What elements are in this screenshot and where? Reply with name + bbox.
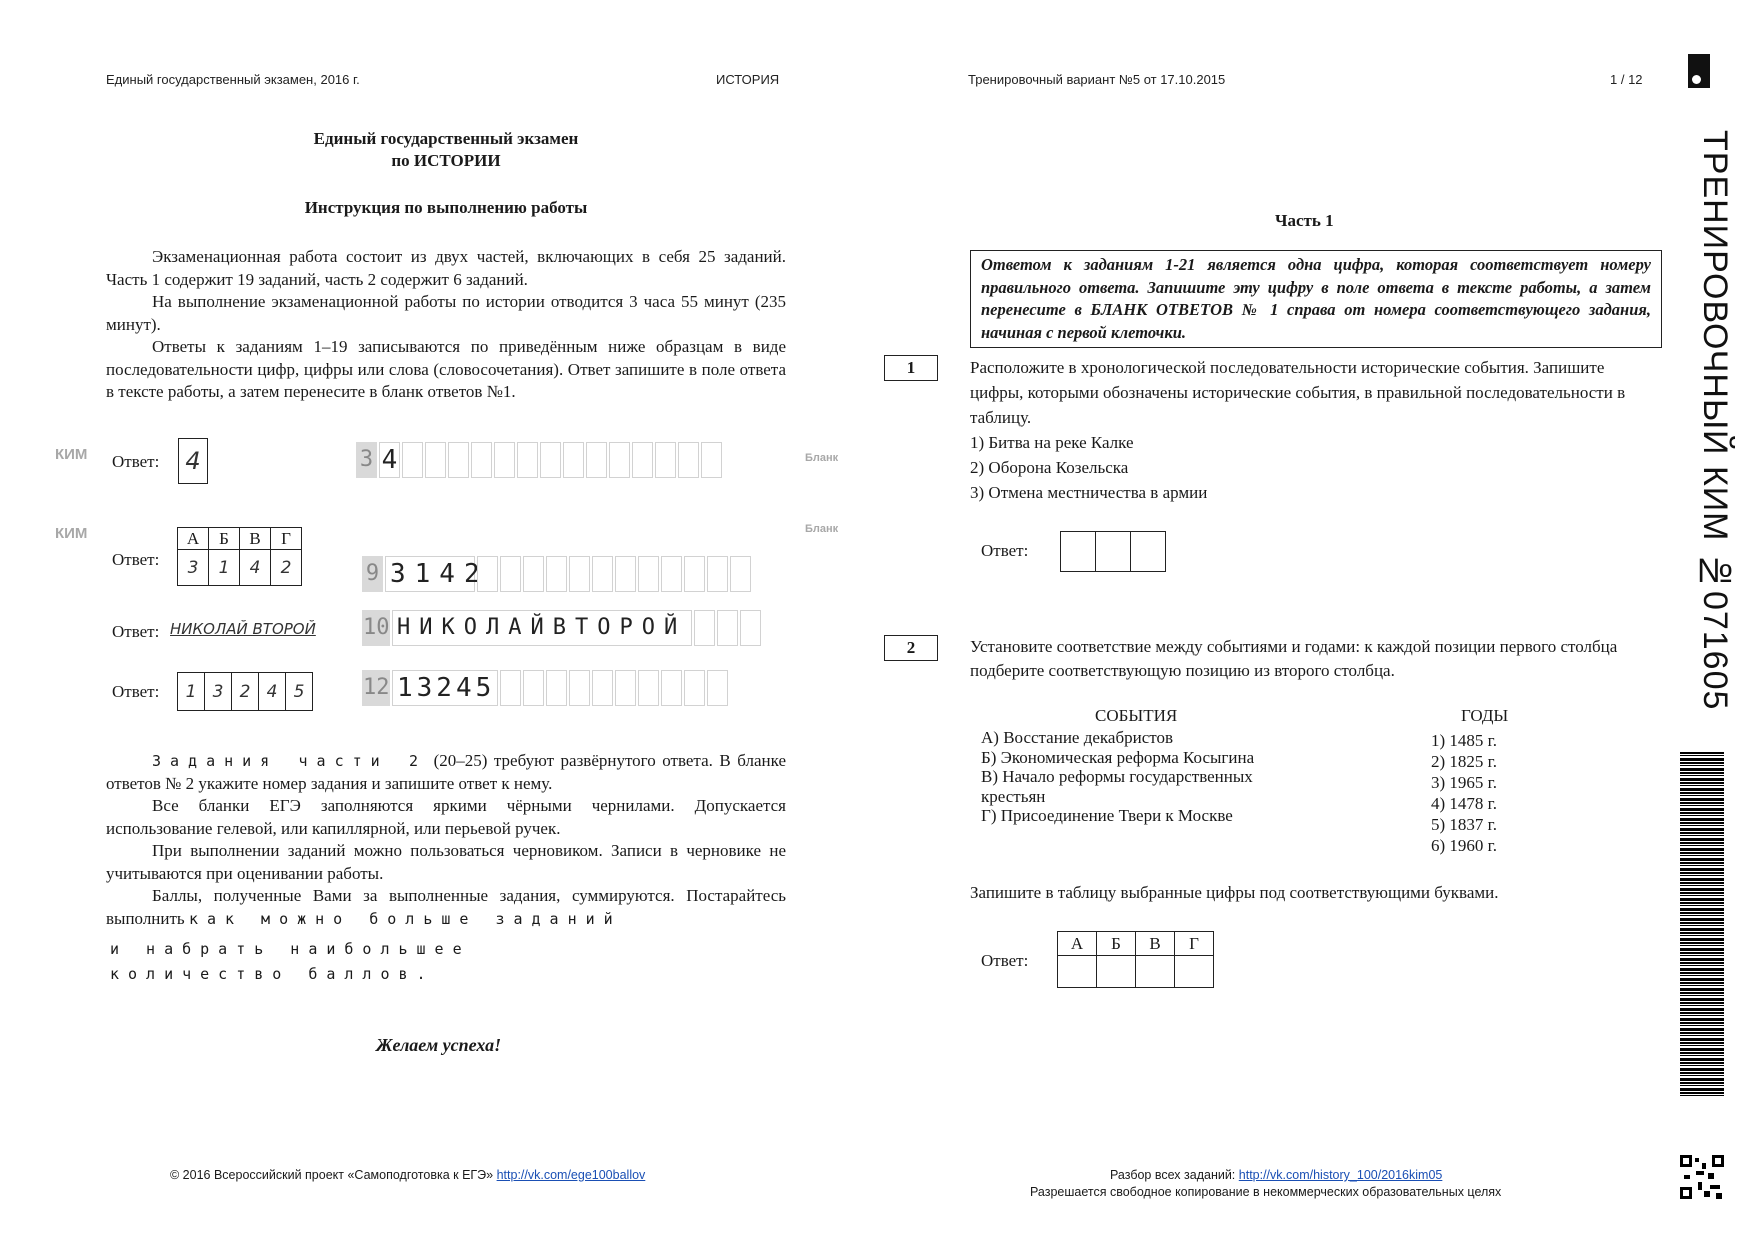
footer-copyright: © 2016 Всероссийский проект «Самоподготовка к ЕГЭ» http://vk.com/ege100ballov <box>170 1168 646 1182</box>
answer-form-strip: 9 3142 <box>362 556 753 594</box>
answer-cell[interactable] <box>1061 532 1096 572</box>
spaced-emphasis-line: количество баллов. <box>110 965 435 983</box>
events-column-title: СОБЫТИЯ <box>1095 706 1178 725</box>
kim-label: КИМ <box>55 525 88 542</box>
handwritten-word-answer: НИКОЛАЙ ВТОРОЙ <box>170 620 316 638</box>
part-title: Часть 1 <box>1275 211 1334 230</box>
blank-label: Бланк <box>805 523 839 535</box>
events-list: А) Восстание декабристов Б) Экономическая реформа Косыгина В) Начало реформы государственных крестьян Г) Присоединение Твери к Москве <box>981 728 1255 825</box>
example-letter-table: А Б В Г 3 1 4 2 <box>177 527 302 586</box>
task-number-box: 2 <box>884 635 938 661</box>
answer-cell[interactable] <box>1136 956 1175 988</box>
task-options <box>970 430 1207 505</box>
header-variant: Тренировочный вариант №5 от 17.10.2015 <box>968 72 1226 87</box>
answer-label: Ответ: <box>112 622 160 641</box>
footer-analysis-link[interactable]: http://vk.com/history_100/2016kim05 <box>1238 1168 1443 1182</box>
table-instruction: Запишите в таблицу выбранные цифры под соответствующими буквами. <box>970 883 1499 902</box>
kim-label: КИМ <box>55 446 88 463</box>
years-column-title: ГОДЫ <box>1461 706 1509 725</box>
answer-label: Ответ: <box>981 951 1029 970</box>
answer-label: Ответ: <box>112 452 160 471</box>
task-option: 1) Битва на реке Калке <box>970 433 1134 452</box>
task-text: Расположите в хронологической последовательности исторические события. Запишите цифры, которыми обозначены исторические события, в правильной последовательности в таблицу. <box>970 358 1626 427</box>
answer-form-strip: 10 НИКОЛАЙВТОРОЙ <box>362 610 763 648</box>
answer-label: Ответ: <box>112 682 160 701</box>
instruction-title: Инструкция по выполнению работы <box>304 198 588 217</box>
header-subject: ИСТОРИЯ <box>716 72 780 87</box>
example-digit-boxes: 1 3 2 4 5 <box>177 672 313 711</box>
task-option: 3) Отмена местничества в армии <box>970 483 1208 502</box>
answer-cell[interactable] <box>1097 956 1136 988</box>
footer-analysis: Разбор всех заданий: http://vk.com/history_100/2016kim05 <box>1110 1168 1443 1182</box>
closing-wish: Желаем успеха! <box>376 1035 502 1055</box>
task-text: Установите соответствие между событиями и годами: к каждой позиции первого столбца подберите соответствующую позицию из второго столбца. <box>970 637 1618 680</box>
answer-cell[interactable] <box>1131 532 1166 572</box>
answer-notice-box: Ответом к заданиям 1-21 является одна цифра, которая соответствует номеру правильного ответа. Запишите эту цифру в поле ответа в тексте работы, а затем перенесите в БЛАНК ОТВЕТОВ № 1 справа от номера соответствующего задания, начиная с первой клеточки. <box>970 250 1662 348</box>
vertical-kim-title: ТРЕНИРОВОЧНЫЙ КИМ №071605 <box>1696 130 1734 711</box>
answer-cell[interactable] <box>1058 956 1097 988</box>
answer-cell[interactable] <box>1096 532 1131 572</box>
answer-label: Ответ: <box>112 550 160 569</box>
handwritten-answer-box: 4 <box>178 438 208 484</box>
document-title: Единый государственный экзамен по ИСТОРИИ <box>313 129 579 170</box>
footer-copy-notice: Разрешается свободное копирование в некоммерческих образовательных целях <box>1030 1185 1502 1199</box>
task-option: 2) Оборона Козельска <box>970 458 1129 477</box>
answer-cell[interactable] <box>1175 956 1214 988</box>
answer-label: Ответ: <box>981 541 1029 560</box>
years-list: 1) 1485 г. 2) 1825 г. 3) 1965 г. 4) 1478 г. 5) 1837 г. 6) 1960 г. <box>1431 731 1497 855</box>
corner-marker-icon <box>1688 54 1710 88</box>
barcode-icon <box>1680 752 1724 1098</box>
answer-form-strip: 12 13245 <box>362 670 730 708</box>
instruction-paragraphs: Экзаменационная работа состоит из двух частей, включающих в себя 25 заданий. Часть 1 содержит 19 заданий, часть 2 содержит 6 заданий. На выполнение экзаменационной работы по истории отводится 3 часа 55 минут (235 минут). Ответы к заданиям 1–19 записываются по приведённым ниже образцам в виде последовательности цифр, цифры или слова (словосочетания). Ответ запишите в поле ответа в тексте работы, а затем перенесите в бланк ответов №1. <box>106 247 786 401</box>
blank-label: Бланк <box>805 452 839 464</box>
task-number-box: 1 <box>884 355 938 381</box>
answer-form-strip: 3 4 <box>356 442 724 480</box>
header-exam-title: Единый государственный экзамен, 2016 г. <box>106 72 360 87</box>
qr-code-icon <box>1680 1155 1724 1199</box>
spaced-emphasis-line: и набрать наибольшее <box>110 940 471 958</box>
part2-instructions: Задания части 2 (20–25) требуют развёрнутого ответа. В бланке ответов № 2 укажите номер задания и запишите ответ к нему. Все бланки ЕГЭ заполняются яркими чёрными чернилами. Допускается использование гелевой, или капиллярной, или перьевой ручек. При выполнении заданий можно пользоваться черновиком. Записи в черновике не учитываются при оценивании работы. Баллы, полученные Вами за выполненные задания, суммируются. Постарайтесь выполнить как можно больше заданий <box>106 751 786 928</box>
answer-sequence-table <box>1060 531 1166 572</box>
footer-project-link[interactable]: http://vk.com/ege100ballov <box>496 1168 646 1182</box>
answer-letter-table: А Б В Г <box>1057 931 1214 988</box>
header-page-number: 1 / 12 <box>1610 72 1643 87</box>
